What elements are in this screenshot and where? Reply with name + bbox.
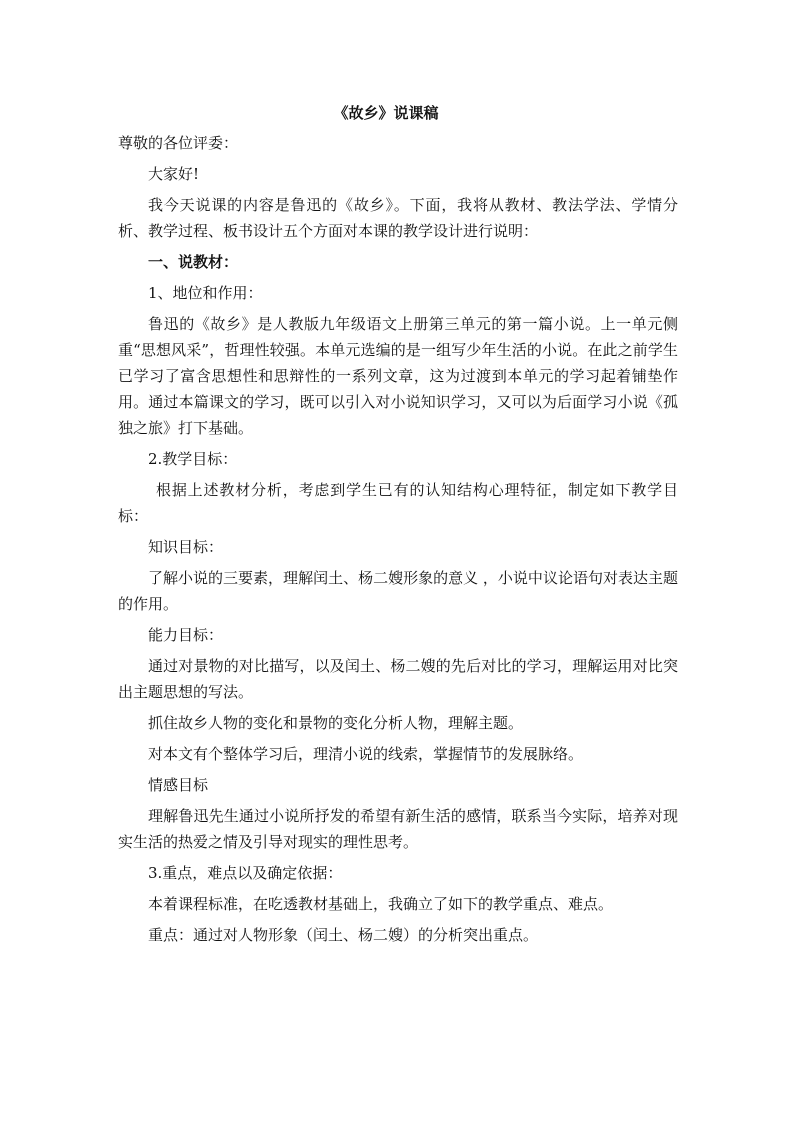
document-title: 《故乡》说课稿 bbox=[333, 104, 439, 122]
key-points-paragraph: 本着课程标准，在吃透教材基础上，我确立了如下的教学重点、难点。 bbox=[148, 895, 614, 913]
ability-goal-paragraph-3: 对本文有个整体学习后，理清小说的线索，掌握情节的发展脉络。 bbox=[148, 745, 584, 763]
salutation: 尊敬的各位评委： bbox=[118, 134, 239, 152]
ability-goal-paragraph-1: 通过对景物的对比描写，以及闰土、杨二嫂的先后对比的学习，理解运用对比突出主题思想的写法。 bbox=[118, 657, 678, 701]
greeting: 大家好! bbox=[148, 165, 200, 183]
teaching-goals-paragraph: 根据上述教材分析，考虑到学生已有的认知结构心理特征，制定如下教学目标： bbox=[118, 481, 678, 525]
section-heading-textbook: 一、说教材： bbox=[148, 253, 239, 271]
key-point-paragraph: 重点：通过对人物形象（闰土、杨二嫂）的分析突出重点。 bbox=[148, 926, 539, 944]
emotion-goal-label: 情感目标 bbox=[148, 776, 209, 794]
document-page bbox=[118, 100, 678, 948]
intro-paragraph: 我今天说课的内容是鲁迅的《故乡》。下面，我将从教材、教法学法、学情分析、教学过程、板书设计五个方面对本课的教学设计进行说明： bbox=[118, 196, 678, 240]
emotion-goal-paragraph: 理解鲁迅先生通过小说所抒发的希望有新生活的感情，联系当今实际，培养对现实生活的热爱之情及引导对现实的理性思考。 bbox=[118, 807, 678, 851]
subheading-position-role: 1、地位和作用： bbox=[148, 284, 263, 302]
ability-goal-paragraph-2: 抓住故乡人物的变化和景物的变化分析人物，理解主题。 bbox=[148, 714, 524, 732]
knowledge-goal-label: 知识目标： bbox=[148, 538, 224, 556]
ability-goal-label: 能力目标： bbox=[148, 626, 224, 644]
subheading-key-points: 3.重点，难点以及确定依据： bbox=[148, 864, 343, 882]
position-role-paragraph: 鲁迅的《故乡》是人教版九年级语文上册第三单元的第一篇小说。上一单元侧重“思想风采”，哲理性较强。本单元选编的是一组写少年生活的小说。在此之前学生已学习了富含思想性和思辩性的一系列文章，这为过渡到本单元的学习起着铺垫作用。通过本篇课文的学习，既可以引入对小说知识学习，又可以为后面学习小说《孤独之旅》打下基础。 bbox=[118, 315, 678, 437]
subheading-teaching-goals: 2.教学目标： bbox=[148, 450, 238, 468]
knowledge-goal-paragraph: 了解小说的三要素，理解闰土、杨二嫂形象的意义 ，小说中议论语句对表达主题的作用。 bbox=[118, 569, 678, 613]
